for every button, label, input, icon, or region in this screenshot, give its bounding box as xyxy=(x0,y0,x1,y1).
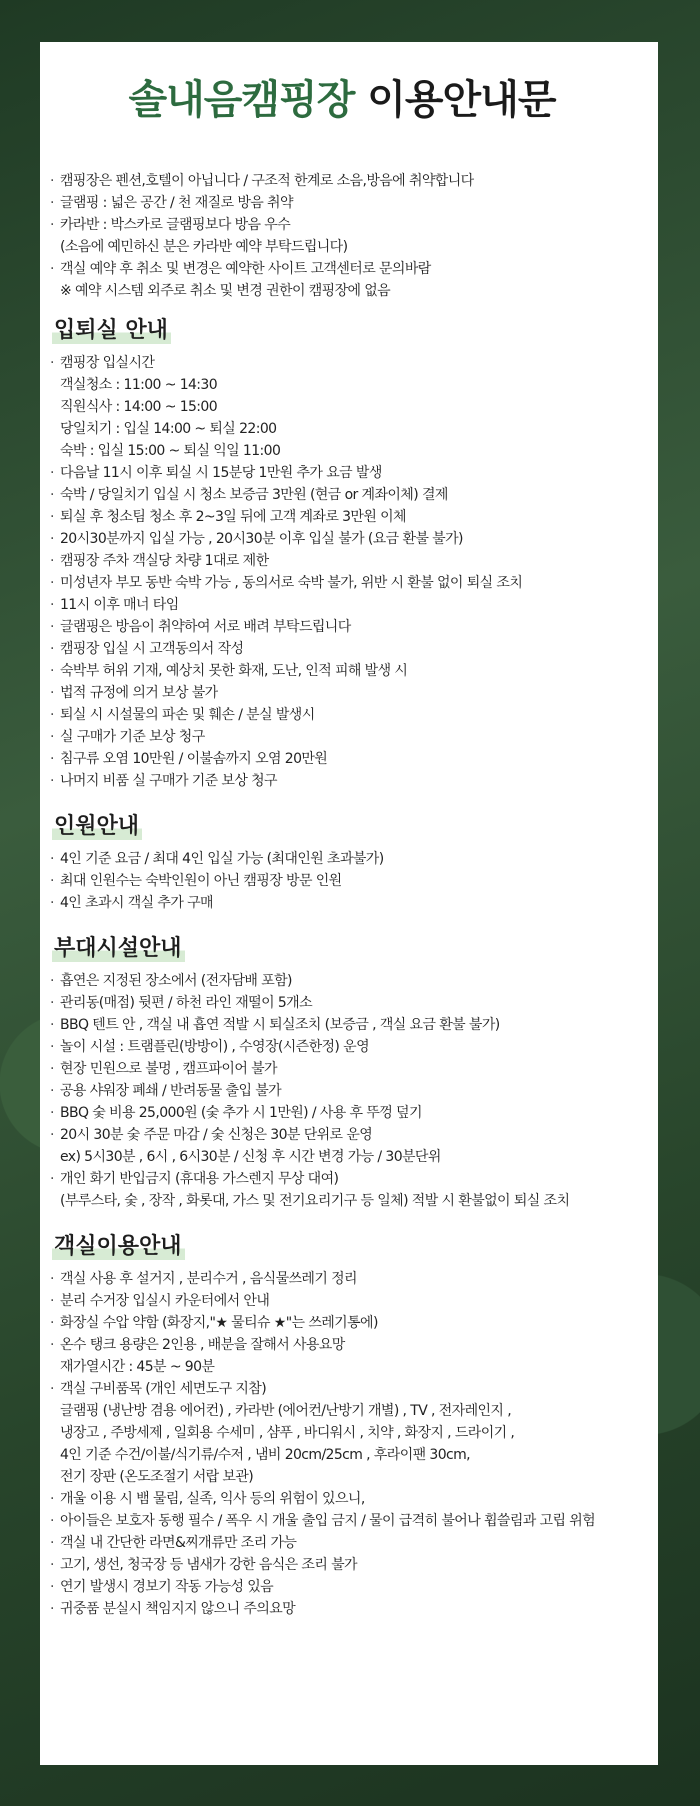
notice-item-text: · 20시30분까지 입실 가능 , 20시30분 이후 입실 불가 (요금 환불 불가) xyxy=(60,531,463,547)
notice-item xyxy=(50,1312,634,1334)
notice-item-text: · 20시 30분 숯 주문 마감 / 숯 신청은 30분 단위로 운영 xyxy=(60,1127,373,1143)
notice-item xyxy=(50,1290,634,1312)
notice-item-text: · 현장 민원으로 불멍 , 캠프파이어 불가 xyxy=(60,1061,277,1077)
notice-item-text: · BBQ 숯 비용 25,000원 (숯 추가 시 1만원) / 사용 후 뚜껑 덮기 xyxy=(60,1105,422,1121)
notice-item xyxy=(50,1268,634,1290)
notice-item xyxy=(50,528,634,550)
notice-item-text: · 캠핑장은 펜션,호텔이 아닙니다 / 구조적 한계로 소음,방음에 취약합니다 xyxy=(60,173,474,189)
notice-item-text: · 개울 이용 시 뱀 물림, 실족, 익사 등의 위험이 있으니, xyxy=(60,1491,365,1507)
notice-item-text: · 다음날 11시 이후 퇴실 시 15분당 1만원 추가 요금 발생 xyxy=(60,465,382,481)
notice-item xyxy=(50,970,634,992)
notice-item-subline: 글램핑 (냉난방 겸용 에어컨) , 카라반 (에어컨/난방기 개별) , TV , 전자레인지 , xyxy=(60,1403,512,1419)
notice-panel xyxy=(40,42,658,1765)
notice-item-text: · 객실 내 간단한 라면&찌개류만 조리 가능 xyxy=(60,1535,297,1551)
notice-item xyxy=(50,892,634,914)
notice-item xyxy=(50,638,634,660)
notice-item-text: · 퇴실 후 청소팀 청소 후 2~3일 뒤에 고객 계좌로 3만원 이체 xyxy=(60,509,406,525)
notice-item xyxy=(50,1532,634,1554)
notice-item-text: · 객실 구비품목 (개인 세면도구 지참) xyxy=(60,1381,267,1397)
notice-item-text: · 흡연은 지정된 장소에서 (전자담배 포함) xyxy=(60,973,292,989)
notice-item-text: · 개인 화기 반입금지 (휴대용 가스렌지 무상 대여) xyxy=(60,1171,339,1187)
notice-item xyxy=(50,484,634,506)
notice-item-subline: 냉장고 , 주방세제 , 일회용 수세미 , 샴푸 , 바디워시 , 치약 , 화장지 , 드라이기 , xyxy=(60,1425,515,1441)
notice-item-text: · 온수 탱크 용량은 2인용 , 배분을 잘해서 사용요망 xyxy=(60,1337,345,1353)
notice-item xyxy=(50,1058,634,1080)
notice-item xyxy=(50,1576,634,1598)
notice-item xyxy=(50,1334,634,1378)
notice-item xyxy=(50,1124,634,1168)
notice-item-text: · 아이들은 보호자 동행 필수 / 폭우 시 개울 출입 금지 / 물이 급격히 불어나 휩쓸림과 고립 위험 xyxy=(60,1513,596,1529)
notice-item-subline: ex) 5시30분 , 6시 , 6시30분 / 신청 후 시간 변경 가능 / 30분단위 xyxy=(60,1149,441,1165)
notice-item xyxy=(50,550,634,572)
notice-item xyxy=(50,870,634,892)
notice-item-subline: 재가열시간 : 45분 ~ 90분 xyxy=(60,1359,215,1375)
section-title: 인원안내 xyxy=(52,814,142,840)
notice-item-text: · 놀이 시설 : 트램플린(방방이) , 수영장(시즌한정) 운영 xyxy=(60,1039,369,1055)
notice-item xyxy=(50,1598,634,1620)
notice-item xyxy=(50,992,634,1014)
notice-item-text: · 11시 이후 매너 타임 xyxy=(60,597,179,613)
notice-item-subline: (소음에 예민하신 분은 카라반 예약 부탁드립니다) xyxy=(60,239,348,255)
notice-item-subline: 숙박 : 입실 15:00 ~ 퇴실 익일 11:00 xyxy=(60,443,281,459)
notice-item xyxy=(50,748,634,770)
notice-item-text: · 법적 규정에 의거 보상 불가 xyxy=(60,685,218,701)
notice-item-text: · 관리동(매점) 뒷편 / 하천 라인 재떨이 5개소 xyxy=(60,995,313,1011)
notice-item-subline: 4인 기준 수건/이불/식기류/수저 , 냄비 20cm/25cm , 후라이팬 30cm, xyxy=(60,1447,471,1463)
notice-item-text: · 4인 초과시 객실 추가 구매 xyxy=(60,895,213,911)
notice-item xyxy=(50,1378,634,1488)
notice-item-subline: 객실청소 : 11:00 ~ 14:30 xyxy=(60,377,218,393)
notice-item xyxy=(50,352,634,462)
notice-item-subline: 직원식사 : 14:00 ~ 15:00 xyxy=(60,399,218,415)
section-list xyxy=(50,848,634,914)
notice-item xyxy=(50,1014,634,1036)
notice-item xyxy=(50,462,634,484)
notice-item xyxy=(50,1080,634,1102)
notice-item-text: · 캠핑장 주차 객실당 차량 1대로 제한 xyxy=(60,553,269,569)
section-list xyxy=(50,970,634,1212)
notice-item-text: · 객실 예약 후 취소 및 변경은 예약한 사이트 고객센터로 문의바람 xyxy=(60,261,431,277)
notice-item xyxy=(50,192,634,214)
title-brand: 솔내음캠핑장 xyxy=(128,77,355,123)
notice-item xyxy=(50,258,634,302)
notice-item xyxy=(50,170,634,192)
notice-item-text: · 최대 인원수는 숙박인원이 아닌 캠핑장 방문 인원 xyxy=(60,873,342,889)
notice-item-text: · 고기, 생선, 청국장 등 냄새가 강한 음식은 조리 불가 xyxy=(60,1557,357,1573)
notice-item-text: · 미성년자 부모 동반 숙박 가능 , 동의서로 숙박 불가, 위반 시 환불 없이 퇴실 조치 xyxy=(60,575,523,591)
notice-item xyxy=(50,1488,634,1510)
section-title: 객실이용안내 xyxy=(52,1234,185,1260)
notice-item-text: · 캠핑장 입실시간 xyxy=(60,355,155,371)
notice-item-text: · 객실 사용 후 설거지 , 분리수거 , 음식물쓰레기 정리 xyxy=(60,1271,357,1287)
notice-item xyxy=(50,660,634,682)
notice-item xyxy=(50,594,634,616)
intro-list xyxy=(50,170,634,302)
notice-item xyxy=(50,214,634,258)
notice-item xyxy=(50,506,634,528)
notice-item-subline: ※ 예약 시스템 외주로 취소 및 변경 권한이 캠핑장에 없음 xyxy=(60,283,391,299)
notice-item-text: · 연기 발생시 경보기 작동 가능성 있음 xyxy=(60,1579,274,1595)
notice-item-text: · 숙박부 허위 기재, 예상치 못한 화재, 도난, 인적 피해 발생 시 xyxy=(60,663,408,679)
notice-item-text: · 공용 샤워장 폐쇄 / 반려동물 출입 불가 xyxy=(60,1083,282,1099)
sections-container xyxy=(50,302,634,1620)
section-title: 부대시설안내 xyxy=(52,936,185,962)
notice-item-text: · 실 구매가 기준 보상 청구 xyxy=(60,729,205,745)
page-title xyxy=(50,76,634,124)
notice-item-text: · BBQ 텐트 안 , 객실 내 흡연 적발 시 퇴실조치 (보증금 , 객실 요금 환불 불가) xyxy=(60,1017,500,1033)
section-list xyxy=(50,1268,634,1620)
section-list xyxy=(50,352,634,792)
notice-item-text: · 귀중품 분실시 책임지지 않으니 주의요망 xyxy=(60,1601,296,1617)
notice-item-text: · 퇴실 시 시설물의 파손 및 훼손 / 분실 발생시 xyxy=(60,707,315,723)
notice-item-text: · 글램핑은 방음이 취약하여 서로 배려 부탁드립니다 xyxy=(60,619,351,635)
notice-item xyxy=(50,1102,634,1124)
notice-item-subline: 당일치기 : 입실 14:00 ~ 퇴실 22:00 xyxy=(60,421,277,437)
notice-item xyxy=(50,704,634,726)
notice-item-text: · 침구류 오염 10만원 / 이불솜까지 오염 20만원 xyxy=(60,751,328,767)
title-suffix: 이용안내문 xyxy=(354,77,556,123)
notice-item xyxy=(50,1554,634,1576)
notice-item xyxy=(50,572,634,594)
notice-item xyxy=(50,770,634,792)
notice-item-text: · 4인 기준 요금 / 최대 4인 입실 가능 (최대인원 초과불가) xyxy=(60,851,384,867)
notice-item xyxy=(50,682,634,704)
notice-item xyxy=(50,1168,634,1212)
notice-item-subline: 전기 장판 (온도조절기 서랍 보관) xyxy=(60,1469,254,1485)
section-title: 입퇴실 안내 xyxy=(52,318,171,344)
notice-item xyxy=(50,1510,634,1532)
notice-item xyxy=(50,726,634,748)
notice-item-text: · 화장실 수압 약함 (화장지,"★ 물티슈 ★"는 쓰레기통에) xyxy=(60,1315,378,1331)
notice-item-text: · 숙박 / 당일치기 입실 시 청소 보증금 3만원 (현금 or 계좌이체) 결제 xyxy=(60,487,448,503)
notice-item-text: · 분리 수거장 입실시 카운터에서 안내 xyxy=(60,1293,270,1309)
notice-item-text: · 캠핑장 입실 시 고객동의서 작성 xyxy=(60,641,244,657)
notice-item-subline: (부루스타, 숯 , 장작 , 화롯대, 가스 및 전기요리기구 등 일체) 적발 시 환불없이 퇴실 조치 xyxy=(60,1193,570,1209)
notice-item xyxy=(50,616,634,638)
notice-item-text: · 나머지 비품 실 구매가 기준 보상 청구 xyxy=(60,773,277,789)
notice-item-text: · 글램핑 : 넓은 공간 / 천 재질로 방음 취약 xyxy=(60,195,293,211)
notice-item xyxy=(50,1036,634,1058)
notice-item xyxy=(50,848,634,870)
notice-item-text: · 카라반 : 박스카로 글램핑보다 방음 우수 xyxy=(60,217,291,233)
